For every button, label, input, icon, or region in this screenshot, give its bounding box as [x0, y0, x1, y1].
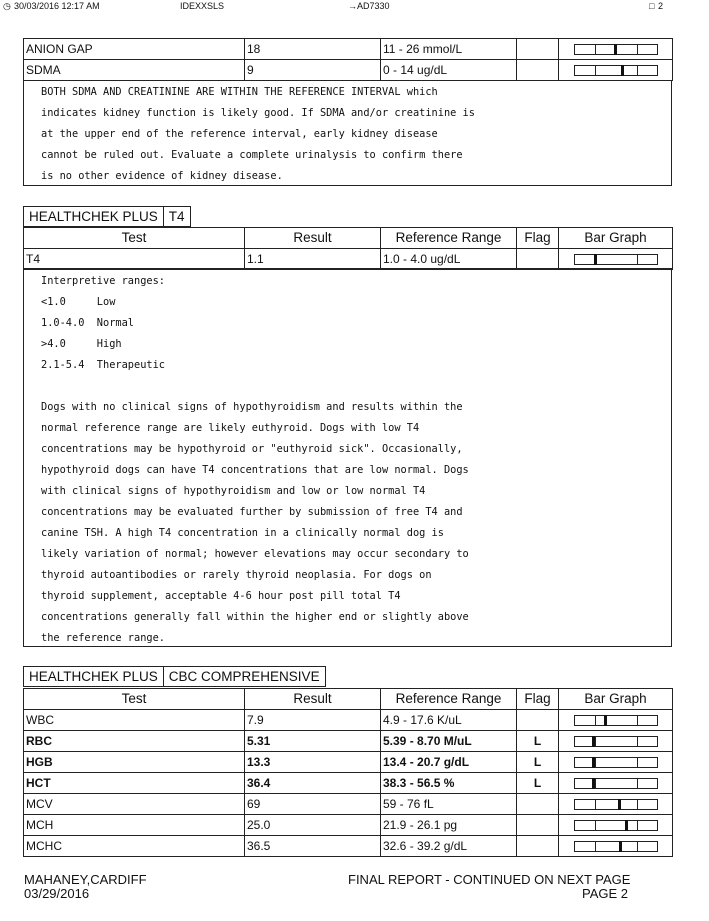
- bar-graph-marker: [625, 820, 628, 831]
- bar-graph-divider: [595, 821, 596, 830]
- comment-line: thyroid autoantibodies or rarely thyroid neoplasia. For dogs on: [41, 569, 432, 581]
- bar-graph-cell: [559, 836, 673, 857]
- flag: [517, 794, 559, 815]
- comment-line: thyroid supplement, acceptable 4-6 hour post pill total T4: [41, 590, 401, 602]
- comment-line: [24, 376, 671, 397]
- bar-graph-divider: [637, 821, 638, 830]
- reference-range: 1.0 - 4.0 ug/dL: [381, 249, 517, 270]
- test-name: RBC: [24, 731, 245, 752]
- result-value: 1.1: [245, 249, 381, 270]
- comment-line: normal reference range are likely euthyroid. Dogs with low T4: [41, 422, 420, 434]
- result-value: 13.3: [245, 752, 381, 773]
- bar-graph-divider: [595, 842, 596, 851]
- result-value: 36.4: [245, 773, 381, 794]
- comment-line: cannot be ruled out. Evaluate a complete urinalysis to confirm there: [41, 149, 463, 161]
- reference-range: 38.3 - 56.5 %: [381, 773, 517, 794]
- flag: L: [517, 773, 559, 794]
- bar-graph-marker: [594, 254, 597, 265]
- cbc-section-header: [23, 666, 326, 687]
- comment-line: canine TSH. A high T4 concentration in a clinically normal dog is: [41, 527, 444, 539]
- reference-range: 32.6 - 39.2 g/dL: [381, 836, 517, 857]
- page-number: PAGE 2: [582, 886, 629, 901]
- bar-graph: [574, 736, 658, 747]
- bar-graph: [574, 44, 658, 55]
- test-name: ANION GAP: [24, 39, 245, 60]
- test-name: HGB: [24, 752, 245, 773]
- flag: L: [517, 731, 559, 752]
- comment-line: >4.0 High: [41, 338, 122, 350]
- test-name: WBC: [24, 710, 245, 731]
- test-name: MCV: [24, 794, 245, 815]
- report-status: FINAL REPORT - CONTINUED ON NEXT PAGE: [348, 872, 631, 887]
- table-row: [24, 731, 673, 752]
- comment-line: at the upper end of the reference interval, early kidney disease: [41, 128, 438, 140]
- column-header: Test: [24, 228, 245, 249]
- sdma-comment: [23, 80, 672, 186]
- t4-interpretation: [23, 268, 672, 647]
- flag: L: [517, 752, 559, 773]
- table-row: [24, 836, 673, 857]
- result-value: 25.0: [245, 815, 381, 836]
- test-name: T4: [24, 249, 245, 270]
- result-value: 9: [245, 60, 381, 81]
- bar-graph: [574, 778, 658, 789]
- reference-range: 11 - 26 mmol/L: [381, 39, 517, 60]
- table-row: [24, 815, 673, 836]
- bar-graph-divider: [637, 45, 638, 54]
- column-header: Reference Range: [381, 228, 517, 249]
- fax-header: [0, 0, 709, 14]
- bar-graph-divider: [637, 779, 638, 788]
- cbc-panel-name: HEALTHCHEK PLUS: [23, 666, 164, 687]
- bar-graph-divider: [637, 842, 638, 851]
- bar-graph-divider: [637, 800, 638, 809]
- test-name: HCT: [24, 773, 245, 794]
- test-name: SDMA: [24, 60, 245, 81]
- bar-graph-divider: [637, 66, 638, 75]
- t4-section-header: [23, 206, 191, 227]
- fax-source: IDEXXSLS: [180, 1, 225, 11]
- table-row: [24, 773, 673, 794]
- comment-line: BOTH SDMA AND CREATININE ARE WITHIN THE REFERENCE INTERVAL which: [41, 86, 438, 98]
- column-header: Result: [245, 228, 381, 249]
- bar-graph-divider: [637, 737, 638, 746]
- reference-range: 4.9 - 17.6 K/uL: [381, 710, 517, 731]
- flag: [517, 710, 559, 731]
- flag: [517, 60, 559, 81]
- report-date: 03/29/2016: [24, 886, 90, 901]
- flag: [517, 39, 559, 60]
- comment-line: 2.1-5.4 Therapeutic: [41, 359, 165, 371]
- comment-line: 1.0-4.0 Normal: [41, 317, 134, 329]
- column-header: Result: [245, 689, 381, 710]
- bar-graph-marker: [614, 44, 617, 55]
- bar-graph: [574, 254, 658, 265]
- bar-graph-marker: [592, 736, 595, 747]
- t4-section-name: T4: [164, 206, 191, 227]
- table-row: [24, 794, 673, 815]
- cbc-table: [23, 688, 673, 857]
- test-name: MCHC: [24, 836, 245, 857]
- chemistry-table: [23, 38, 673, 81]
- comment-line: concentrations may be hypothyroid or "euthyroid sick". Occasionally,: [41, 443, 463, 455]
- bar-graph-divider: [595, 716, 596, 725]
- reference-range: 59 - 76 fL: [381, 794, 517, 815]
- bar-graph-marker: [621, 65, 624, 76]
- table-row: [24, 60, 673, 81]
- bar-graph-marker: [604, 715, 607, 726]
- table-row: [24, 710, 673, 731]
- comment-line: indicates kidney function is likely good. If SDMA and/or creatinine is: [41, 107, 475, 119]
- column-header: Test: [24, 689, 245, 710]
- comment-line: Interpretive ranges:: [41, 275, 165, 287]
- column-header: Bar Graph: [559, 689, 673, 710]
- table-row: [24, 249, 673, 270]
- bar-graph-marker: [619, 841, 622, 852]
- comment-line: with clinical signs of hypothyroidism and low or low normal T4: [41, 485, 426, 497]
- column-header: Bar Graph: [559, 228, 673, 249]
- bar-graph-divider: [637, 255, 638, 264]
- bar-graph-cell: [559, 794, 673, 815]
- bar-graph: [574, 841, 658, 852]
- bar-graph-divider: [595, 45, 596, 54]
- comment-line: is no other evidence of kidney disease.: [41, 170, 283, 182]
- table-row: [24, 752, 673, 773]
- table-row: [24, 39, 673, 60]
- bar-graph-cell: [559, 249, 673, 270]
- cbc-section-name: CBC COMPREHENSIVE: [164, 666, 326, 687]
- bar-graph-marker: [592, 757, 595, 768]
- comment-line: <1.0 Low: [41, 296, 116, 308]
- bar-graph-marker: [592, 778, 595, 789]
- bar-graph: [574, 799, 658, 810]
- bar-graph-cell: [559, 710, 673, 731]
- comment-line: concentrations generally fall within the higher end or slightly above: [41, 611, 469, 623]
- bar-graph: [574, 715, 658, 726]
- bar-graph-cell: [559, 773, 673, 794]
- test-name: MCH: [24, 815, 245, 836]
- bar-graph-cell: [559, 39, 673, 60]
- patient-name: MAHANEY,CARDIFF: [24, 872, 147, 887]
- bar-graph-divider: [637, 758, 638, 767]
- bar-graph: [574, 820, 658, 831]
- result-value: 5.31: [245, 731, 381, 752]
- result-value: 36.5: [245, 836, 381, 857]
- bar-graph: [574, 757, 658, 768]
- comment-line: hypothyroid dogs can have T4 concentrations that are low normal. Dogs: [41, 464, 469, 476]
- fax-datetime: 30/03/2016 12:17 AM: [14, 1, 100, 11]
- t4-table: [23, 227, 673, 270]
- bar-graph-marker: [618, 799, 621, 810]
- comment-line: Dogs with no clinical signs of hypothyroidism and results within the: [41, 401, 463, 413]
- flag: [517, 249, 559, 270]
- comment-line: likely variation of normal; however elevations may occur secondary to: [41, 548, 469, 560]
- bar-graph-cell: [559, 60, 673, 81]
- bar-graph-cell: [559, 815, 673, 836]
- bar-graph-divider: [637, 716, 638, 725]
- clock-icon: ◷: [3, 1, 11, 11]
- result-value: 7.9: [245, 710, 381, 731]
- t4-panel-name: HEALTHCHEK PLUS: [23, 206, 164, 227]
- result-value: 18: [245, 39, 381, 60]
- fax-page-count: 2: [658, 1, 664, 11]
- comment-line: concentrations may be evaluated further by submission of free T4 and: [41, 506, 463, 518]
- bar-graph: [574, 65, 658, 76]
- arrow-icon: →: [348, 1, 357, 11]
- page-icon: □: [649, 1, 655, 11]
- bar-graph-cell: [559, 731, 673, 752]
- column-header: Flag: [517, 689, 559, 710]
- reference-range: 0 - 14 ug/dL: [381, 60, 517, 81]
- bar-graph-divider: [595, 66, 596, 75]
- comment-line: the reference range.: [41, 632, 165, 644]
- flag: [517, 815, 559, 836]
- bar-graph-divider: [595, 800, 596, 809]
- bar-graph-cell: [559, 752, 673, 773]
- flag: [517, 836, 559, 857]
- reference-range: 21.9 - 26.1 pg: [381, 815, 517, 836]
- fax-destination: AD7330: [357, 1, 390, 11]
- reference-range: 13.4 - 20.7 g/dL: [381, 752, 517, 773]
- column-header: Reference Range: [381, 689, 517, 710]
- reference-range: 5.39 - 8.70 M/uL: [381, 731, 517, 752]
- result-value: 69: [245, 794, 381, 815]
- column-header: Flag: [517, 228, 559, 249]
